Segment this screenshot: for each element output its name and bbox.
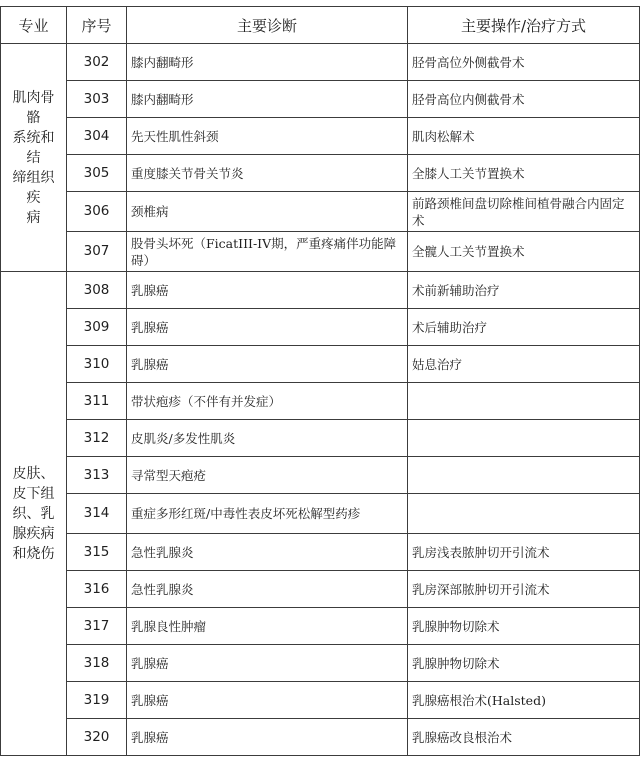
table-row (1, 155, 640, 192)
row-number: 320 (67, 719, 127, 756)
row-number: 302 (67, 44, 127, 81)
row-number: 316 (67, 571, 127, 608)
table-row (1, 719, 640, 756)
table-row (1, 192, 640, 232)
specialty-line: 皮肤、 (12, 465, 55, 482)
treatment-cell: 胫骨高位内侧截骨术 (408, 81, 640, 118)
diagnosis-cell: 乳腺良性肿瘤 (127, 608, 408, 645)
table-row (1, 346, 640, 383)
diagnosis-cell: 带状疱疹（不伴有并发症） (127, 383, 408, 420)
specialty-line: 缔组织疾 (12, 169, 55, 206)
row-number: 312 (67, 420, 127, 457)
table-row (1, 494, 640, 534)
diagnosis-cell: 乳腺癌 (127, 719, 408, 756)
row-number: 317 (67, 608, 127, 645)
diagnosis-cell: 寻常型天疱疮 (127, 457, 408, 494)
row-number: 310 (67, 346, 127, 383)
header-number: 序号 (67, 7, 127, 44)
row-number: 311 (67, 383, 127, 420)
table-row (1, 383, 640, 420)
specialty-cell (1, 44, 67, 272)
specialty-line: 和烧伤 (12, 545, 55, 562)
treatment-cell (408, 457, 640, 494)
treatment-cell: 术前新辅助治疗 (408, 272, 640, 309)
row-number: 308 (67, 272, 127, 309)
table-row (1, 44, 640, 81)
table-row (1, 81, 640, 118)
row-number: 307 (67, 232, 127, 272)
diagnosis-cell: 乳腺癌 (127, 682, 408, 719)
row-number: 309 (67, 309, 127, 346)
diagnosis-cell: 乳腺癌 (127, 309, 408, 346)
table-row (1, 118, 640, 155)
treatment-cell: 全髋人工关节置换术 (408, 232, 640, 272)
table-row (1, 645, 640, 682)
specialty-line: 皮下组 (12, 485, 55, 502)
treatment-cell (408, 420, 640, 457)
table-row (1, 232, 640, 272)
treatment-cell: 胫骨高位外侧截骨术 (408, 44, 640, 81)
treatment-cell: 术后辅助治疗 (408, 309, 640, 346)
row-number: 318 (67, 645, 127, 682)
header-row (1, 7, 640, 44)
treatment-cell: 姑息治疗 (408, 346, 640, 383)
row-number: 304 (67, 118, 127, 155)
specialty-cell (1, 272, 67, 756)
treatment-cell: 乳房深部脓肿切开引流术 (408, 571, 640, 608)
treatment-cell (408, 383, 640, 420)
row-number: 305 (67, 155, 127, 192)
row-number: 314 (67, 494, 127, 534)
treatment-cell (408, 494, 640, 534)
treatment-cell: 乳腺癌根治术(Halsted) (408, 682, 640, 719)
specialty-line: 腺疾病 (12, 525, 55, 542)
table-row (1, 571, 640, 608)
diagnosis-cell: 乳腺癌 (127, 346, 408, 383)
table-row (1, 420, 640, 457)
row-number: 313 (67, 457, 127, 494)
table-row (1, 272, 640, 309)
header-diagnosis: 主要诊断 (127, 7, 408, 44)
treatment-cell: 肌肉松解术 (408, 118, 640, 155)
diagnosis-cell: 急性乳腺炎 (127, 534, 408, 571)
diagnosis-cell: 重症多形红斑/中毒性表皮坏死松解型药疹 (127, 494, 408, 534)
treatment-cell: 乳腺肿物切除术 (408, 608, 640, 645)
table-row (1, 534, 640, 571)
specialty-line: 病 (26, 209, 41, 226)
specialty-line: 肌肉骨骼 (12, 89, 55, 126)
diagnosis-cell: 乳腺癌 (127, 645, 408, 682)
treatment-cell: 乳腺肿物切除术 (408, 645, 640, 682)
diagnosis-cell: 乳腺癌 (127, 272, 408, 309)
table-row (1, 457, 640, 494)
specialty-line: 织、乳 (12, 505, 55, 522)
row-number: 319 (67, 682, 127, 719)
diagnosis-cell: 膝内翻畸形 (127, 44, 408, 81)
header-specialty: 专业 (1, 7, 67, 44)
specialty-line: 系统和结 (12, 129, 55, 166)
table-row (1, 608, 640, 645)
diagnosis-cell: 重度膝关节骨关节炎 (127, 155, 408, 192)
table-row (1, 682, 640, 719)
diagnosis-cell: 皮肌炎/多发性肌炎 (127, 420, 408, 457)
treatment-cell: 前路颈椎间盘切除椎间植骨融合内固定术 (408, 192, 640, 232)
diagnosis-cell: 膝内翻畸形 (127, 81, 408, 118)
diagnosis-cell: 股骨头坏死（FicatIII-IV期，严重疼痛伴功能障碍） (127, 232, 408, 272)
table-row (1, 309, 640, 346)
row-number: 303 (67, 81, 127, 118)
diagnosis-cell: 颈椎病 (127, 192, 408, 232)
header-treatment: 主要操作/治疗方式 (408, 7, 640, 44)
row-number: 315 (67, 534, 127, 571)
row-number: 306 (67, 192, 127, 232)
disease-table (0, 6, 640, 756)
treatment-cell: 乳腺癌改良根治术 (408, 719, 640, 756)
diagnosis-cell: 先天性肌性斜颈 (127, 118, 408, 155)
diagnosis-cell: 急性乳腺炎 (127, 571, 408, 608)
table-body (1, 44, 640, 756)
treatment-cell: 乳房浅表脓肿切开引流术 (408, 534, 640, 571)
treatment-cell: 全膝人工关节置换术 (408, 155, 640, 192)
